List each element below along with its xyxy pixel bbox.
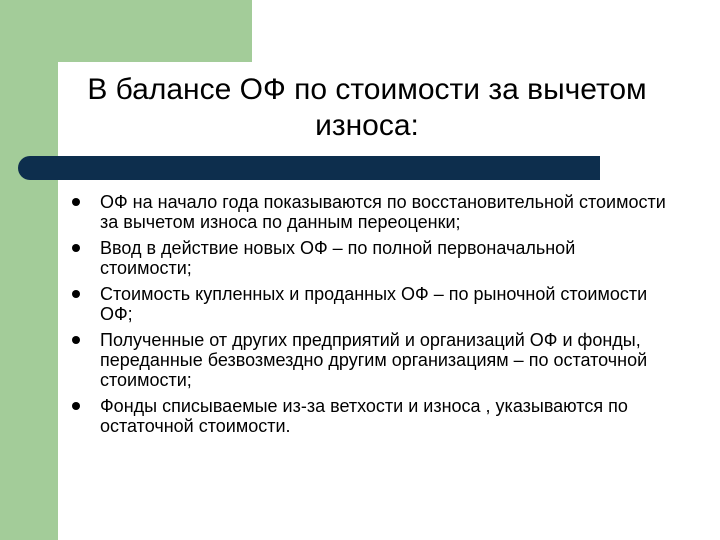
title-line-1: В балансе ОФ по стоимости за вычетом	[87, 73, 647, 106]
bullet-list	[68, 192, 668, 442]
title-divider	[18, 156, 600, 180]
list-item-text: Стоимость купленных и проданных ОФ – по рыночной стоимости ОФ;	[100, 284, 648, 324]
list-item	[68, 396, 668, 436]
list-item-text: Полученные от других предприятий и организаций ОФ и фонды, переданные безвозмездно другим организациям – по остаточной стоимости;	[100, 330, 648, 390]
decorative-top-band	[0, 0, 252, 62]
list-item	[68, 238, 668, 278]
bullet-dot-icon	[72, 336, 80, 344]
list-item-text: Ввод в действие новых ОФ – по полной первоначальной стоимости;	[100, 238, 576, 278]
bullet-dot-icon	[72, 290, 80, 298]
title-line-2: износа:	[315, 109, 419, 142]
list-item	[68, 192, 668, 232]
bullet-dot-icon	[72, 402, 80, 410]
list-item-text: ОФ на начало года показываются по восстановительной стоимости за вычетом износа по данным переоценки;	[100, 192, 666, 232]
list-item-text: Фонды списываемые из-за ветхости и износа , указываются по остаточной стоимости.	[100, 396, 628, 436]
list-item	[68, 330, 668, 390]
list-item	[68, 284, 668, 324]
slide-title	[62, 72, 672, 144]
bullet-dot-icon	[72, 198, 80, 206]
bullet-dot-icon	[72, 244, 80, 252]
decorative-side-band	[0, 0, 58, 540]
